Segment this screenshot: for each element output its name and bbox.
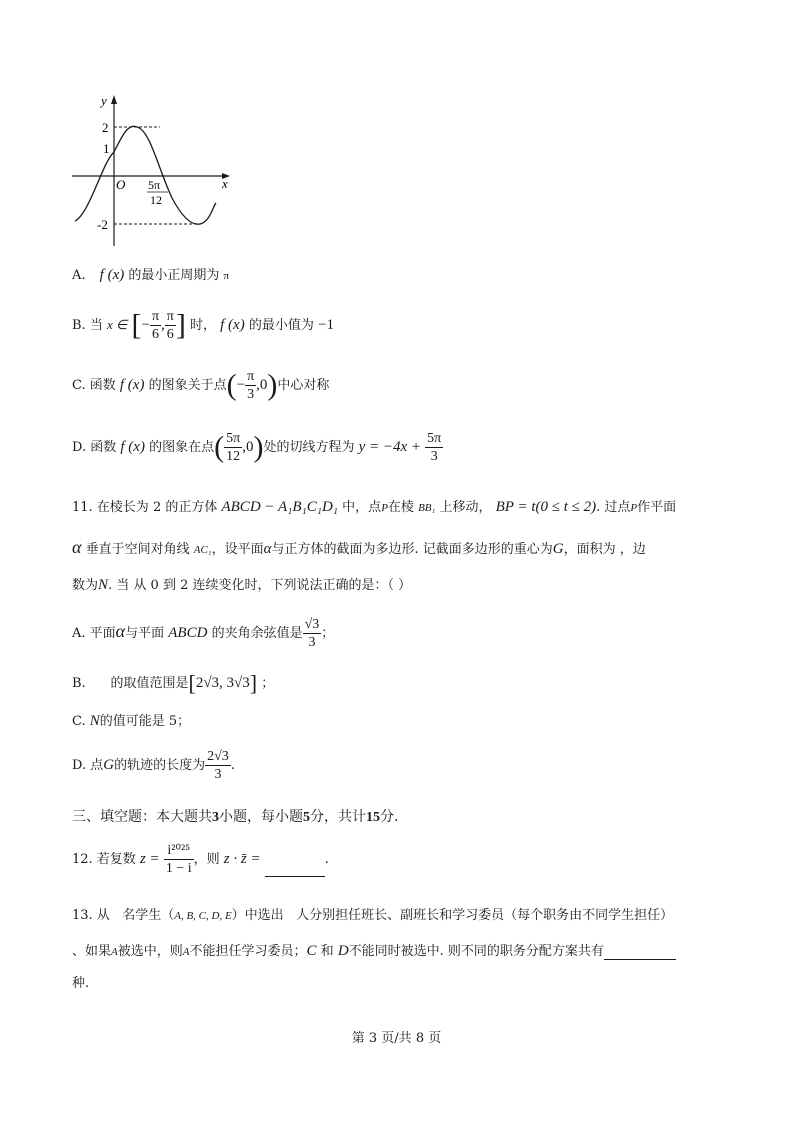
option-end: . xyxy=(230,758,235,773)
q11-text: 数为 xyxy=(72,578,99,593)
option-label: D. 点 xyxy=(72,758,104,773)
option-label: A. xyxy=(72,268,86,283)
x-axis-label: x xyxy=(222,176,228,191)
q11-line-1 xyxy=(72,496,676,516)
q11-text-b: . 当 从 0 到 2 连续变化时，下列说法正确的是：（ ） xyxy=(108,578,412,593)
q13-text-b: ）中选出 人分别担任班长、副班长和学习委员（每个职务由不同学生担任） xyxy=(231,908,674,923)
option-text: 时， xyxy=(189,318,216,333)
min-value: −1 xyxy=(318,317,334,333)
point-end: ,0 xyxy=(242,439,254,455)
option-text: 的最小正周期为 xyxy=(128,268,220,283)
q13-line-3 xyxy=(72,972,89,991)
right-paren-icon: ) xyxy=(253,430,264,464)
q11-option-d xyxy=(72,748,235,783)
answer-blank[interactable] xyxy=(604,945,676,960)
q13-text-e: 不能同时被选中. 则不同的职务分配方案共有 xyxy=(348,944,604,959)
student-c: C xyxy=(306,943,317,959)
q10-option-b: B. 当 x ∈ [− $\frac{\pi}{6}$ , $\frac{\pi}{6}$ ] 时， f (x) 的最小值为 −1 xyxy=(72,308,334,342)
x-tick-denominator: 12 xyxy=(150,193,162,207)
q13-text-d: 和 xyxy=(320,944,334,959)
edge-bb1: BB₁ xyxy=(418,502,436,514)
x-in-symbol: x ∈ xyxy=(106,317,128,332)
heading-text: 三、填空题：本大题共 xyxy=(72,809,212,825)
q11-option-b xyxy=(72,672,274,695)
option-text: 的图象在点 xyxy=(149,440,215,455)
q11-option-a xyxy=(72,616,334,651)
left-paren-icon: ( xyxy=(226,368,237,402)
pi-symbol: π xyxy=(223,270,230,282)
bp-equation: BP = t(0 ≤ t ≤ 2) xyxy=(495,499,597,515)
q11-text-b: ，设平面 xyxy=(211,542,264,557)
tangent-equation: y = −4x + xyxy=(358,439,422,455)
q10-option-d xyxy=(72,430,443,465)
option-text-2: 处的切线方程为 xyxy=(263,440,355,455)
q11-text-f: 作平面 xyxy=(637,500,677,515)
page-footer xyxy=(0,1027,793,1046)
sine-graph-figure xyxy=(60,88,240,253)
edge-count-n: N xyxy=(89,713,100,729)
tick-label-neg2: -2 xyxy=(97,217,108,232)
fraction-5pi-over-12: $\frac{5\pi}{12}$ xyxy=(226,431,241,464)
heading-number: 15 xyxy=(366,810,380,825)
sine-curve xyxy=(75,126,216,224)
cube-name: ABCD − A₁B₁C₁D₁ xyxy=(221,499,339,515)
x-tick-numerator: 5π xyxy=(148,178,161,192)
tick-label-1: 1 xyxy=(103,141,110,156)
point-p: P xyxy=(630,502,638,514)
q11-text-c: 在棱 xyxy=(387,500,414,515)
option-label: D. 函数 xyxy=(72,440,117,455)
q11-line-3 xyxy=(72,574,411,594)
alpha-symbol: α xyxy=(72,537,82,557)
heading-number: 5 xyxy=(303,810,310,825)
alpha-symbol: α xyxy=(115,621,126,641)
page-number: 第 3 页/共 8 页 xyxy=(351,1031,442,1046)
option-text-2: 中心对称 xyxy=(277,378,330,393)
edge-count-n: N xyxy=(98,577,109,593)
fraction-complex: $\frac{\text{i²⁰²⁵}}{1 - i}$ xyxy=(165,843,192,876)
fraction-2sqrt3-over-3: $\frac{2√3}{3}$ xyxy=(207,749,229,782)
option-text: 的值可能是 5； xyxy=(99,714,191,729)
option-end: ； xyxy=(261,676,275,691)
right-bracket-icon: ] xyxy=(175,308,186,342)
heading-text-d: 分. xyxy=(380,809,399,825)
q11-line-2 xyxy=(72,537,646,558)
option-label: A. 平面 xyxy=(72,626,116,641)
q12 xyxy=(72,842,329,877)
q11-text-d: 上移动， xyxy=(439,500,492,515)
q11-text-b: 中，点 xyxy=(342,500,382,515)
option-label: C. xyxy=(72,714,86,729)
q11-text: 11. 在棱长为 2 的正方体 xyxy=(72,500,218,515)
student-list: A, B, C, D, E xyxy=(174,910,232,922)
left-bracket-icon: [ xyxy=(188,670,196,696)
plane-abcd: ABCD xyxy=(168,625,208,641)
q11-text-e: . 过点 xyxy=(596,500,631,515)
function-fx: f (x) xyxy=(220,317,245,333)
q13-text-b: 被选中，则 xyxy=(117,944,183,959)
fraction-sqrt3-over-3: $\frac{√3}{3}$ xyxy=(304,617,320,650)
z-equals: z = xyxy=(139,851,160,867)
student-a: A xyxy=(111,946,118,958)
option-text-2: 的夹角余弦值是 xyxy=(211,626,303,641)
option-label: B. 的取值范围是 xyxy=(72,676,189,691)
heading-number: 3 xyxy=(212,810,219,825)
q11-text: 垂直于空间对角线 xyxy=(85,542,190,557)
origin-label: O xyxy=(116,177,126,192)
centroid-g: G xyxy=(552,541,564,557)
left-bracket-icon: [ xyxy=(131,308,142,342)
q13-line-1 xyxy=(72,904,673,923)
diagonal-ac1: AC₁ xyxy=(193,544,212,556)
q10-option-c: C. 函数 f (x) 的图象关于点(− $\frac{\pi}{3}$ ,0)中心对称 xyxy=(72,368,330,402)
option-end: ； xyxy=(321,626,335,641)
range-value: 2√3, 3√3 xyxy=(195,675,250,691)
q13-text: 13. 从 名学生（ xyxy=(72,908,175,923)
function-fx: f (x) xyxy=(119,377,145,393)
right-bracket-icon: ] xyxy=(249,670,258,696)
answer-blank[interactable] xyxy=(265,862,325,877)
q11-text-d: ，面积为 ，边 xyxy=(563,542,646,557)
fraction-neg-pi-over-6: $\frac{\pi}{6}$ xyxy=(151,309,160,342)
option-label: C. 函数 xyxy=(72,378,116,393)
q13-text-c: 不能担任学习委员； xyxy=(189,944,307,959)
q13-line-2 xyxy=(72,940,676,960)
student-a: A xyxy=(182,946,190,958)
q12-end: . xyxy=(324,852,329,867)
option-text: 与平面 xyxy=(125,626,165,641)
q13-text: 种. xyxy=(72,976,90,991)
function-fx: f (x) xyxy=(99,267,125,283)
q11-text-c: 与正方体的截面为多边形. 记截面多边形的重心为 xyxy=(271,542,553,557)
point-p: P xyxy=(381,502,388,514)
heading-text-c: 分，共计 xyxy=(310,809,366,825)
alpha-symbol: α xyxy=(263,541,272,557)
y-axis-label: y xyxy=(101,93,107,108)
left-paren-icon: ( xyxy=(214,430,225,464)
q13-text: 、如果 xyxy=(72,944,112,959)
right-paren-icon: ) xyxy=(267,368,278,402)
centroid-g: G xyxy=(103,757,115,773)
function-fx: f (x) xyxy=(120,439,145,455)
option-text: 的图象关于点 xyxy=(148,378,227,393)
option-text: 的轨迹的长度为 xyxy=(114,758,206,773)
q12-text-b: ，则 xyxy=(193,852,220,867)
fraction-pi-over-3: $\frac{\pi}{3}$ xyxy=(247,369,255,402)
option-label: B. 当 xyxy=(72,318,103,333)
heading-text-b: 小题，每小题 xyxy=(219,809,303,825)
q11-option-c xyxy=(72,710,190,730)
tick-label-2: 2 xyxy=(102,120,109,135)
q12-text: 12. 若复数 xyxy=(72,852,136,867)
student-d: D xyxy=(337,943,349,959)
q10-option-a xyxy=(72,264,229,284)
section-3-heading xyxy=(72,806,398,826)
z-conjugate-product: z · z̄ = xyxy=(223,851,261,867)
fraction-5pi-over-3: $\frac{5\pi}{3}$ xyxy=(427,431,442,464)
point-end: ,0 xyxy=(256,377,268,393)
option-text-2: 的最小值为 xyxy=(248,318,314,333)
y-axis-arrow-icon xyxy=(111,95,117,104)
fraction-pi-over-6: $\frac{\pi}{6}$ xyxy=(166,309,174,342)
